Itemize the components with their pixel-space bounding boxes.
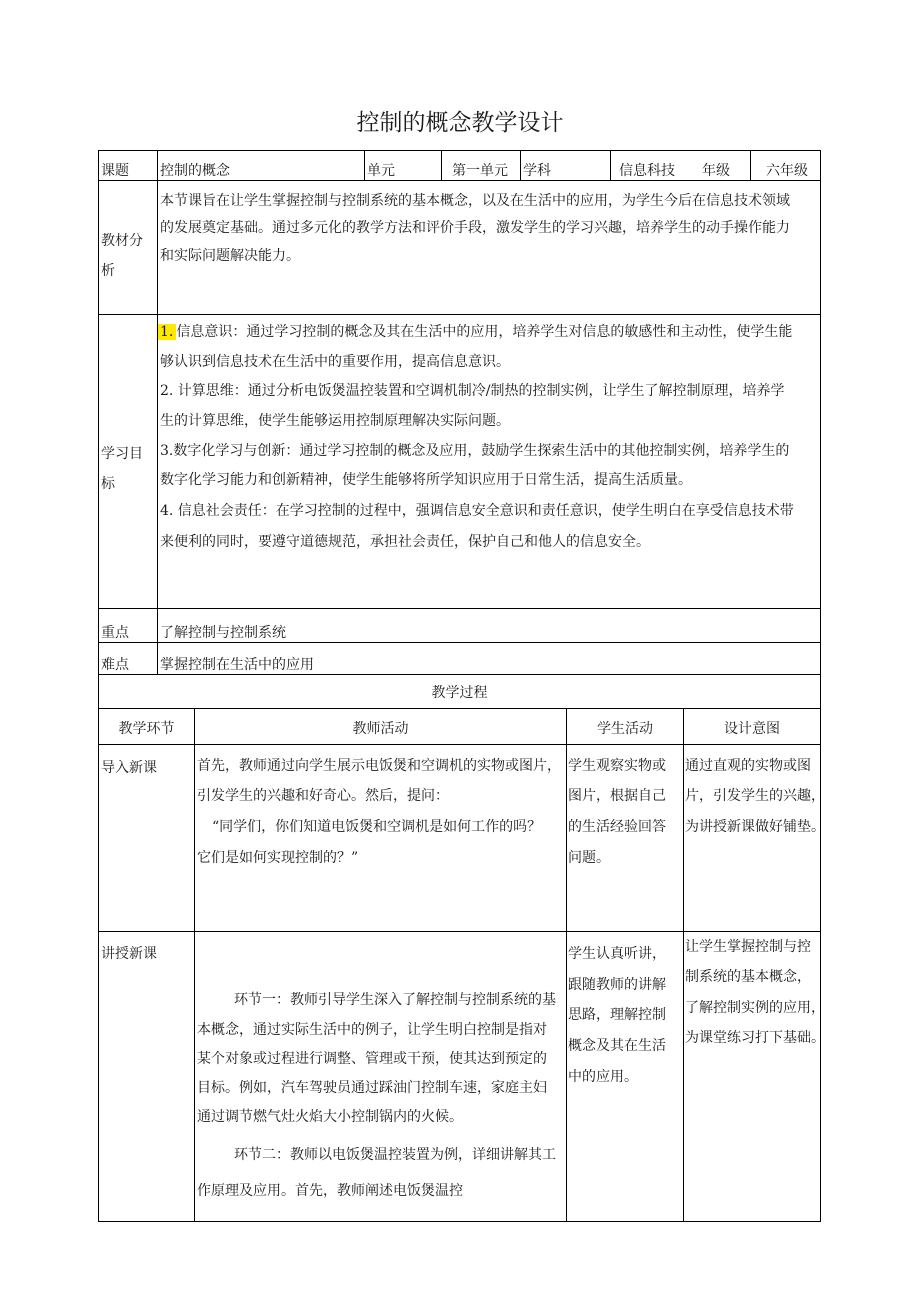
process-title: 教学过程 bbox=[431, 685, 488, 701]
key-point-value: 了解控制与控制系统 bbox=[160, 625, 286, 641]
lecture-student-line: 思路，理解控制 bbox=[568, 1007, 666, 1023]
header-stage: 教学环节 bbox=[118, 721, 175, 737]
table-rule bbox=[98, 314, 821, 315]
intro-student-line: 问题。 bbox=[568, 850, 610, 866]
analysis-label-line: 教材分 bbox=[101, 233, 143, 249]
intro-student-line: 的生活经验回答 bbox=[568, 819, 666, 835]
objectives-label bbox=[99, 437, 145, 501]
lecture-teacher-line: 本概念，通过实际生活中的例子，让学生明白控制是指对 bbox=[197, 1022, 547, 1038]
objective-1 bbox=[158, 317, 792, 347]
subject-value: 信息科技 bbox=[619, 163, 675, 179]
analysis-text-line: 本节课旨在让学生掌握控制与控制系统的基本概念，以及在生活中的应用，为学生今后在信息技术领域 bbox=[160, 193, 790, 209]
lecture-teacher-line: 环节一：教师引导学生深入了解控制与控制系统的基 bbox=[234, 992, 556, 1008]
table-rule bbox=[98, 708, 821, 709]
subject-label: 学科 bbox=[523, 163, 551, 179]
header-intent: 设计意图 bbox=[724, 721, 780, 737]
header-teacher: 教师活动 bbox=[352, 721, 409, 737]
analysis-label bbox=[99, 224, 145, 288]
analysis-text-line: 和实际问题解决能力。 bbox=[160, 248, 300, 264]
grade-label: 年级 bbox=[702, 163, 730, 179]
key-point-label: 重点 bbox=[101, 625, 129, 641]
lecture-student-line: 跟随教师的讲解 bbox=[568, 977, 666, 993]
table-border bbox=[820, 150, 821, 1222]
objectives-label-line: 学习目 bbox=[101, 446, 143, 462]
intro-teacher-line: 引发学生的兴趣和好奇心。然后，提问： bbox=[197, 788, 449, 804]
objective-3-cont: 数字化学习能力和创新精神，使学生能够将所学知识应用于日常生活，提高生活质量。 bbox=[160, 472, 692, 488]
course-label: 课题 bbox=[101, 163, 129, 179]
grade-value: 六年级 bbox=[766, 163, 808, 179]
table-rule bbox=[194, 708, 195, 1222]
lecture-intent-line: 了解控制实例的应用， bbox=[685, 1000, 825, 1016]
intro-student-line: 学生观察实物或 bbox=[568, 758, 666, 774]
lecture-teacher-line: 某个对象或过程进行调整、管理或干预，使其达到预定的 bbox=[197, 1051, 547, 1067]
table-rule bbox=[750, 150, 751, 181]
objective-4: 4. 信息社会责任：在学习控制的过程中，强调信息安全意识和责任意识，使学生明白在享受信息技术带 bbox=[160, 503, 794, 519]
table-border bbox=[98, 1221, 821, 1222]
intro-intent-line: 为讲授新课做好铺垫。 bbox=[685, 819, 825, 835]
lecture-student-line: 中的应用。 bbox=[568, 1069, 638, 1085]
table-rule bbox=[610, 150, 611, 181]
intro-stage: 导入新课 bbox=[101, 760, 157, 776]
intro-intent-line: 片，引发学生的兴趣， bbox=[685, 788, 825, 804]
difficulty-label: 难点 bbox=[101, 657, 129, 673]
table-rule bbox=[157, 150, 158, 675]
lecture-student-line: 学生认真听讲， bbox=[568, 946, 666, 962]
intro-intent-line: 通过直观的实物或图 bbox=[685, 758, 811, 774]
table-border bbox=[98, 150, 821, 151]
objective-4-cont: 来便利的同时，要遵守道德规范，承担社会责任，保护自己和他人的信息安全。 bbox=[160, 534, 650, 550]
objective-3: 3.数字化学习与创新：通过学习控制的概念及应用，鼓励学生探索生活中的其他控制实例，培养学生的 bbox=[160, 443, 790, 459]
lecture-teacher-line: 通过调节燃气灶火焰大小控制锅内的火候。 bbox=[197, 1109, 463, 1125]
table-rule bbox=[98, 608, 821, 609]
analysis-text-line: 的发展奠定基础。通过多元化的教学方法和评价手段，激发学生的学习兴趣，培养学生的动手操作能力 bbox=[160, 220, 790, 236]
table-rule bbox=[441, 150, 442, 181]
objective-1-cont: 够认识到信息技术在生活中的重要作用，提高信息意识。 bbox=[160, 354, 510, 370]
lecture-stage: 讲授新课 bbox=[101, 946, 157, 962]
intro-teacher-line: “同学们，你们知道电饭煲和空调机是如何工作的吗？ bbox=[212, 819, 542, 835]
highlight-marker: 1. bbox=[158, 324, 176, 340]
objective-2-cont: 生的计算思维，使学生能够运用控制原理解决实际问题。 bbox=[160, 413, 510, 429]
objective-1-text: 信息意识：通过学习控制的概念及其在生活中的应用，培养学生对信息的敏感性和主动性，使学生能 bbox=[176, 324, 793, 340]
lecture-intent-line: 制系统的基本概念， bbox=[685, 969, 811, 985]
intro-teacher-line: 它们是如何实现控制的？” bbox=[197, 850, 359, 866]
lecture-teacher-line: 目标。例如，汽车驾驶员通过踩油门控制车速，家庭主妇 bbox=[197, 1080, 547, 1096]
difficulty-value: 掌握控制在生活中的应用 bbox=[160, 657, 314, 673]
page-title: 控制的概念教学设计 bbox=[356, 110, 564, 136]
lecture-student-line: 概念及其在生活 bbox=[568, 1038, 666, 1054]
course-value: 控制的概念 bbox=[160, 163, 230, 179]
table-rule bbox=[683, 708, 684, 1222]
unit-label: 单元 bbox=[367, 163, 395, 179]
table-rule bbox=[566, 708, 567, 1222]
intro-student-line: 图片，根据自己 bbox=[568, 788, 666, 804]
lecture-intent-line: 让学生掌握控制与控 bbox=[685, 939, 811, 955]
intro-teacher-line: 首先，教师通过向学生展示电饭煲和空调机的实物或图片， bbox=[197, 758, 561, 774]
analysis-label-line: 析 bbox=[101, 263, 115, 279]
unit-value: 第一单元 bbox=[452, 163, 508, 179]
lecture-teacher-line: 作原理及应用。首先，教师阐述电饭煲温控 bbox=[197, 1183, 463, 1199]
lecture-intent-line: 为课堂练习打下基础。 bbox=[685, 1030, 825, 1046]
objectives-label-line: 标 bbox=[101, 476, 115, 492]
table-rule bbox=[98, 744, 821, 745]
objective-2: 2. 计算思维：通过分析电饭煲温控装置和空调机制冷/制热的控制实例，让学生了解控制原理，培养学 bbox=[160, 383, 785, 399]
lecture-teacher-line: 环节二：教师以电饭煲温控装置为例，详细讲解其工 bbox=[234, 1147, 556, 1163]
header-student: 学生活动 bbox=[597, 721, 653, 737]
